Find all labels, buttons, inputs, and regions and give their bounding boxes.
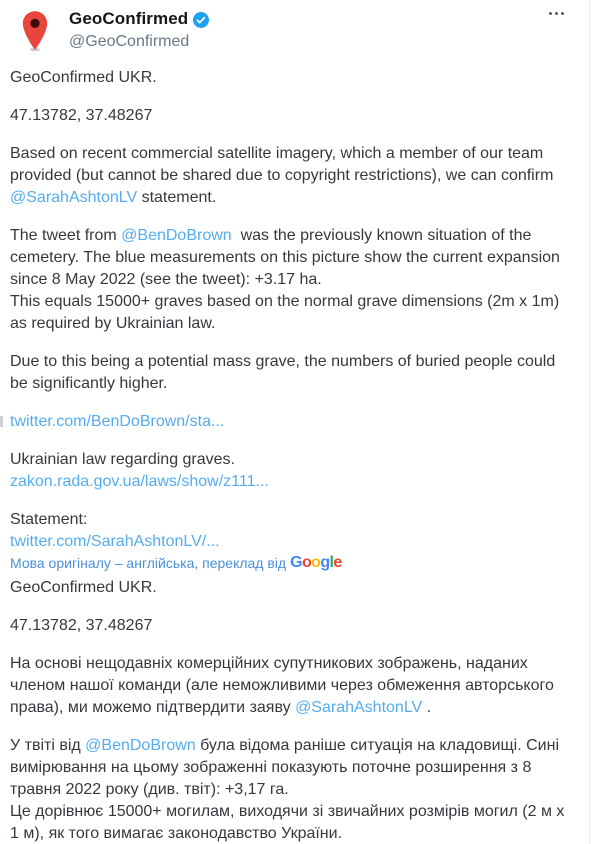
google-letter: o xyxy=(311,554,321,571)
tweet-text-ua-coordinates: 47.13782, 37.48267 xyxy=(10,617,153,634)
user-names xyxy=(69,6,210,51)
google-letter: G xyxy=(290,554,302,571)
verified-badge-icon xyxy=(192,11,210,29)
text-segment: statement. xyxy=(137,189,217,206)
text-segment: . xyxy=(422,699,432,716)
google-letter: e xyxy=(333,554,342,571)
link-sarahashtonlv-status[interactable]: twitter.com/SarahAshtonLV/... xyxy=(10,533,220,550)
tweet-text-en-law xyxy=(10,449,566,493)
tweet-text-en-statement xyxy=(10,509,566,553)
translation-attribution xyxy=(10,553,579,573)
left-edge-scroll-mark xyxy=(0,416,3,427)
text-segment: was the previously known situation of the cemetery. The blue measurements on this picture show the current expansion since 8 May 2022 (see the tweet): +3.17 ha. xyxy=(10,227,560,288)
text-segment: This equals 15000+ graves based on the normal grave dimensions (2m x 1m) as required by Ukrainian law. xyxy=(10,293,560,332)
tweet-link-bendobrown xyxy=(10,411,566,433)
more-button[interactable] xyxy=(547,11,565,15)
more-icon xyxy=(547,2,565,19)
text-segment: Based on recent commercial satellite imagery, which a member of our team provided (but cannot be shared due to copyright restrictions), we can confirm xyxy=(10,145,554,184)
map-pin-icon xyxy=(20,9,50,53)
translation-attribution-text: Мова оригіналу – англійська, переклад від xyxy=(10,555,287,571)
google-letter: g xyxy=(320,554,330,571)
google-logo[interactable] xyxy=(290,553,342,573)
text-segment: The tweet from xyxy=(10,227,122,244)
tweet-text-en-p2 xyxy=(10,225,566,335)
google-letter: l xyxy=(329,554,334,571)
tweet-text-ua-title: GeoConfirmed UKR. xyxy=(10,579,157,596)
mention-sarahashtonlv-ua[interactable]: @SarahAshtonLV xyxy=(295,699,423,716)
text-segment: Це дорівнює 15000+ могилам, виходячи зі звичайних розмірів могил (2 м х 1 м), як того вимагає законодавство України. xyxy=(10,803,565,842)
link-zakon-rada[interactable]: zakon.rada.gov.ua/laws/show/z111... xyxy=(10,473,269,490)
tweet-header xyxy=(0,0,589,56)
text-segment: була відома раніше ситуація на кладовищі. Сині вимірювання на цьому зображенні показують поточне розширення з 8 травня 2022 року (див. твіт): +3,17 га. xyxy=(10,737,560,798)
avatar[interactable] xyxy=(10,6,60,56)
tweet-text-en-coordinates: 47.13782, 37.48267 xyxy=(10,107,153,124)
tweet-text-ua-p1 xyxy=(10,653,566,719)
tweet-text-en-p3: Due to this being a potential mass grave, the numbers of buried people could be significantly higher. xyxy=(10,353,556,392)
link-bendobrown-status[interactable]: twitter.com/BenDoBrown/sta... xyxy=(10,413,225,430)
mention-sarahashtonlv[interactable]: @SarahAshtonLV xyxy=(10,189,138,206)
tweet-text-en-title: GeoConfirmed UKR. xyxy=(10,69,157,86)
text-segment: На основі нещодавніх комерційних супутникових зображень, наданих членом нашої команди (але неможливими через обмеження авторського права), ми можемо підтвердити заяву xyxy=(10,655,554,716)
mention-bendobrown[interactable]: @BenDoBrown xyxy=(121,227,232,244)
text-segment: Ukrainian law regarding graves. xyxy=(10,451,235,468)
text-segment: Statement: xyxy=(10,511,88,528)
tweet-text-ua-p2 xyxy=(10,735,566,844)
tweet-body xyxy=(0,56,589,844)
display-name[interactable]: GeoConfirmed xyxy=(69,9,189,28)
mention-bendobrown-ua[interactable]: @BenDoBrown xyxy=(85,737,196,754)
tweet-text-en-p1 xyxy=(10,143,566,209)
google-letter: o xyxy=(301,554,312,571)
user-handle: @GeoConfirmed xyxy=(69,33,190,50)
text-segment: У твіті від xyxy=(10,737,86,754)
